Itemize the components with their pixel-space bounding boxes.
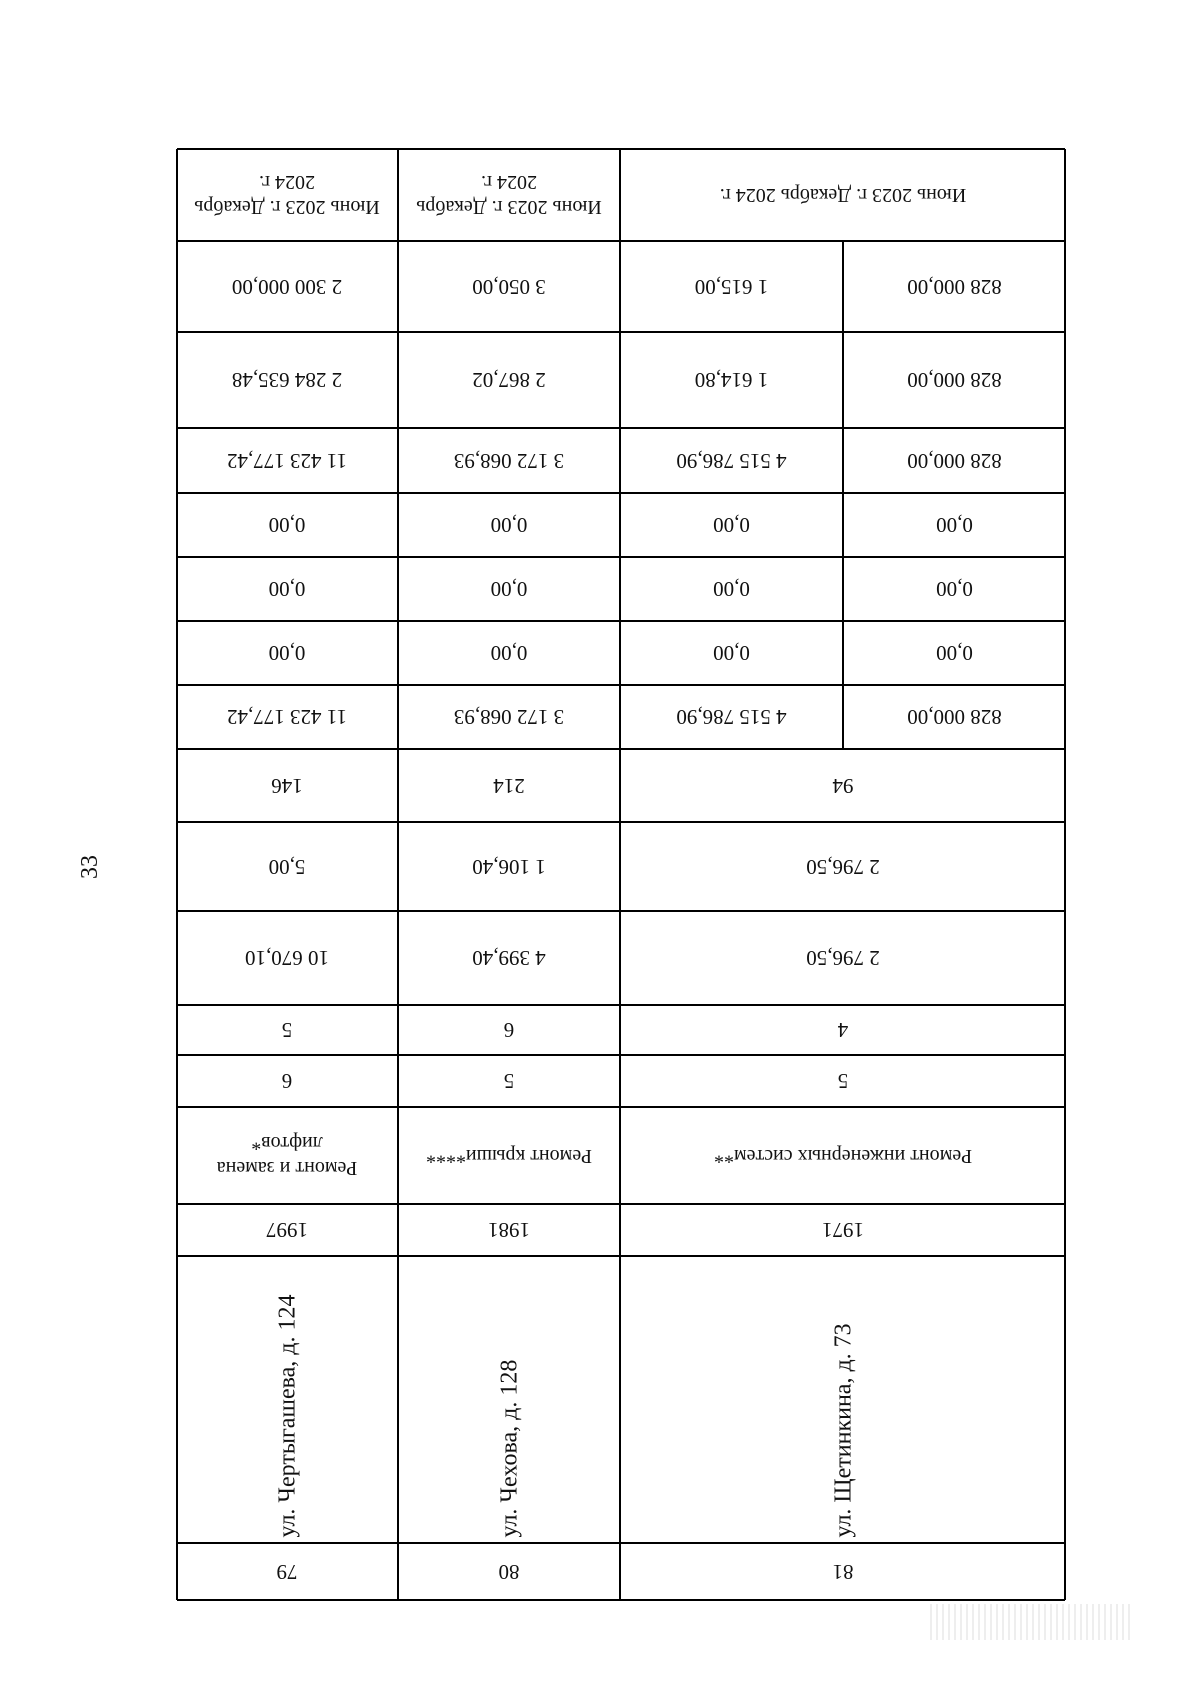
c14-cell: 828 000,00 — [907, 448, 1002, 473]
c7-cell: 2 796,50 — [806, 946, 880, 971]
scan-stamp — [930, 1604, 1130, 1640]
c12-cell: 0,00 — [713, 577, 750, 602]
c11-cell: 0,00 — [268, 641, 306, 666]
year-cell: 1981 — [488, 1218, 530, 1243]
c10-cell: 3 172 068,93 — [453, 705, 565, 730]
period-cell: Июнь 2023 г. Декабрь 2024 г. — [194, 171, 380, 219]
c12-cell: 0,00 — [936, 577, 973, 602]
c10-cell: 11 423 177,42 — [227, 705, 347, 730]
c7-cell: 10 670,10 — [245, 946, 329, 971]
c5-cell: 5 — [503, 1069, 515, 1094]
address-cell: ул. Чертыгашева, д. 124 — [274, 1294, 300, 1537]
c12-cell: 0,00 — [268, 577, 306, 602]
address-cell: ул. Чехова, д. 128 — [496, 1359, 522, 1537]
c15-cell: 2 284 635,48 — [231, 368, 343, 393]
c11-cell: 0,00 — [713, 641, 750, 666]
num-cell: 80 — [498, 1560, 520, 1585]
num-cell: 81 — [832, 1560, 854, 1585]
c14-cell: 11 423 177,42 — [227, 448, 347, 473]
c12-cell: 0,00 — [490, 577, 528, 602]
c16-cell: 828 000,00 — [907, 274, 1002, 299]
c16-cell: 3 050,00 — [472, 274, 546, 299]
c6-cell: 5 — [281, 1018, 293, 1043]
c8-cell: 2 796,50 — [806, 854, 880, 879]
c14-cell: 4 515 786,90 — [676, 448, 787, 473]
c14-cell: 3 172 068,93 — [453, 448, 565, 473]
rotated-grid — [176, 148, 1066, 1601]
c16-cell: 1 615,00 — [694, 274, 769, 299]
c8-cell: 1 106,40 — [472, 854, 546, 879]
num-cell: 79 — [276, 1560, 298, 1585]
period-cell: Июнь 2023 г. Декабрь 2024 г. — [719, 184, 967, 206]
year-cell: 1971 — [822, 1218, 864, 1243]
c16-cell: 2 300 000,00 — [231, 274, 343, 299]
c13-cell: 0,00 — [490, 513, 528, 538]
c6-cell: 6 — [503, 1018, 515, 1043]
page-number: 33 — [77, 855, 103, 879]
c15-cell: 1 614,80 — [694, 368, 769, 393]
c7-cell: 4 399,40 — [472, 946, 546, 971]
period-cell: Июнь 2023 г. Декабрь 2024 г. — [416, 171, 602, 219]
c10-cell: 4 515 786,90 — [676, 705, 787, 730]
c15-cell: 2 867,02 — [472, 368, 546, 393]
c8-cell: 5,00 — [268, 854, 306, 879]
c13-cell: 0,00 — [713, 513, 750, 538]
c15-cell: 828 000,00 — [907, 368, 1002, 393]
c13-cell: 0,00 — [268, 513, 306, 538]
c10-cell: 828 000,00 — [907, 705, 1002, 730]
year-cell: 1997 — [266, 1218, 308, 1243]
c9-cell: 214 — [493, 773, 525, 798]
c13-cell: 0,00 — [936, 513, 973, 538]
work-cell: Ремонт и замена лифтов* — [216, 1132, 358, 1180]
work-cell: Ремонт крыши**** — [425, 1145, 593, 1167]
c9-cell: 94 — [832, 773, 854, 798]
c11-cell: 0,00 — [490, 641, 528, 666]
c5-cell: 5 — [837, 1069, 849, 1094]
address-cell: ул. Щетинкина, д. 73 — [830, 1322, 856, 1537]
c11-cell: 0,00 — [936, 641, 973, 666]
c5-cell: 6 — [281, 1069, 293, 1094]
c6-cell: 4 — [837, 1018, 849, 1043]
c9-cell: 146 — [271, 773, 303, 798]
work-cell: Ремонт инженерных систем** — [713, 1145, 973, 1167]
